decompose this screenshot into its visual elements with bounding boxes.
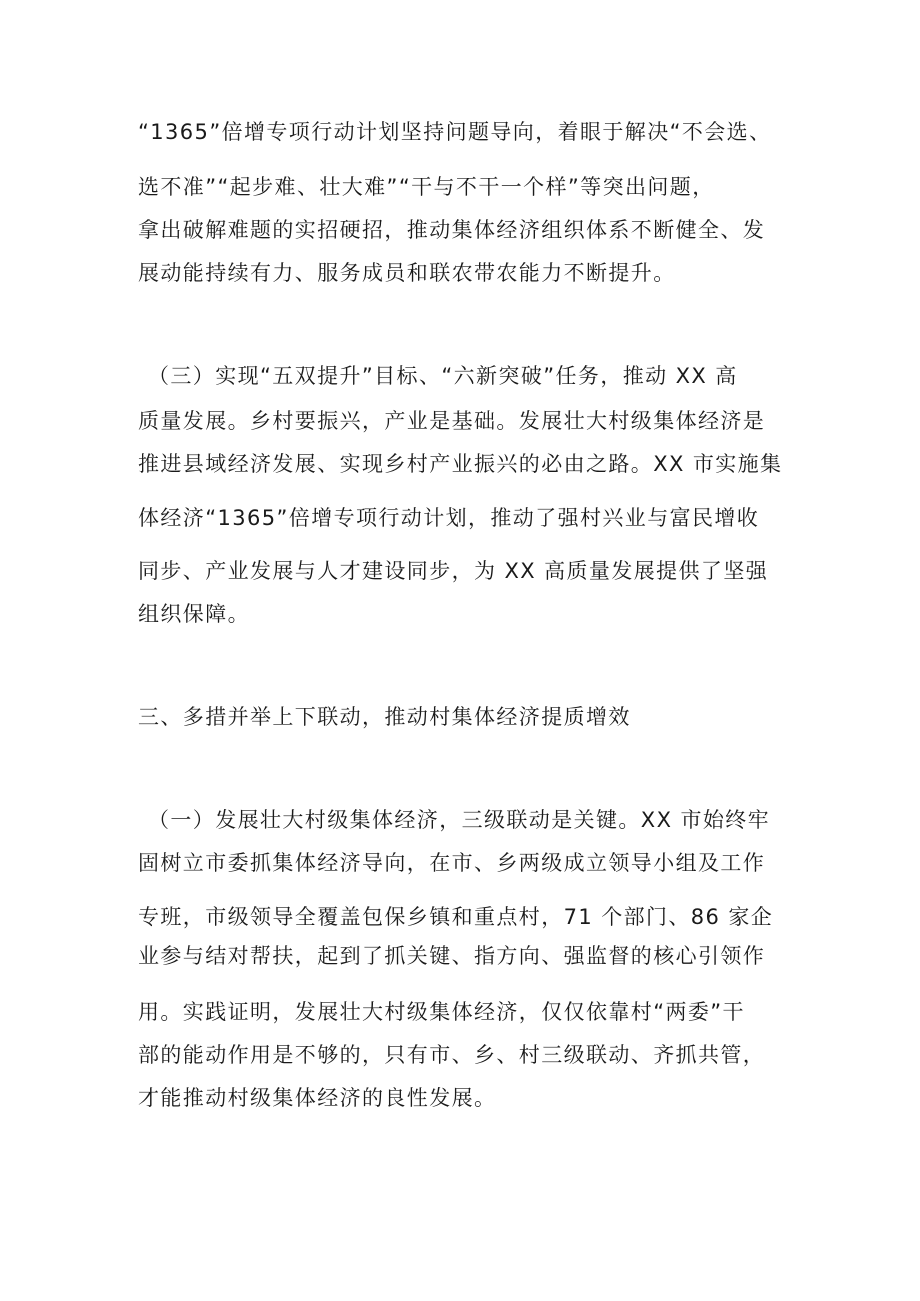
text-line: 用。实践证明，发展壮大村级集体经济，仅仅依靠村“两委”干: [138, 1000, 745, 1024]
text-line: 同步、产业发展与人才建设同步，为 XX 高质量发展提供了坚强: [138, 559, 769, 583]
text-line: 业参与结对帮扶，起到了抓关键、指方向、强监督的核心引领作: [138, 944, 766, 968]
text-line: 展动能持续有力、服务成员和联农带农能力不断提升。: [138, 261, 676, 285]
text-line: 质量发展。乡村要振兴，产业是基础。发展壮大村级集体经济是: [138, 409, 766, 433]
text-line: “1365”倍增专项行动计划坚持问题导向，着眼于解决“不会选、: [138, 120, 772, 144]
text-line: 专班，市级领导全覆盖包保乡镇和重点村，71 个部门、86 家企: [138, 905, 774, 929]
text-line: （一）发展壮大村级集体经济，三级联动是关键。XX 市始终牢: [148, 808, 771, 832]
text-line: 组织保障。: [138, 602, 250, 626]
text-line: 才能推动村级集体经济的良性发展。: [138, 1086, 497, 1110]
text-line: 拿出破解难题的实招硬招，推动集体经济组织体系不断健全、发: [138, 218, 766, 242]
section-heading: 三、多措并举上下联动，推动村集体经济提质增效: [138, 705, 631, 729]
text-line: 固树立市委抓集体经济导向，在市、乡两级成立领导小组及工作: [138, 851, 766, 875]
text-line: 部的能动作用是不够的，只有市、乡、村三级联动、齐抓共管，: [138, 1043, 766, 1067]
text-line: 选不准”“起步难、壮大难”“干与不干一个样”等突出问题，: [138, 175, 715, 199]
text-line: 体经济“1365”倍增专项行动计划，推动了强村兴业与富民增收: [138, 506, 760, 530]
text-line: 推进县域经济发展、实现乡村产业振兴的必由之路。XX 市实施集: [138, 452, 783, 476]
text-line: （三）实现“五双提升”目标、“六新突破”任务，推动 XX 高: [148, 364, 738, 388]
